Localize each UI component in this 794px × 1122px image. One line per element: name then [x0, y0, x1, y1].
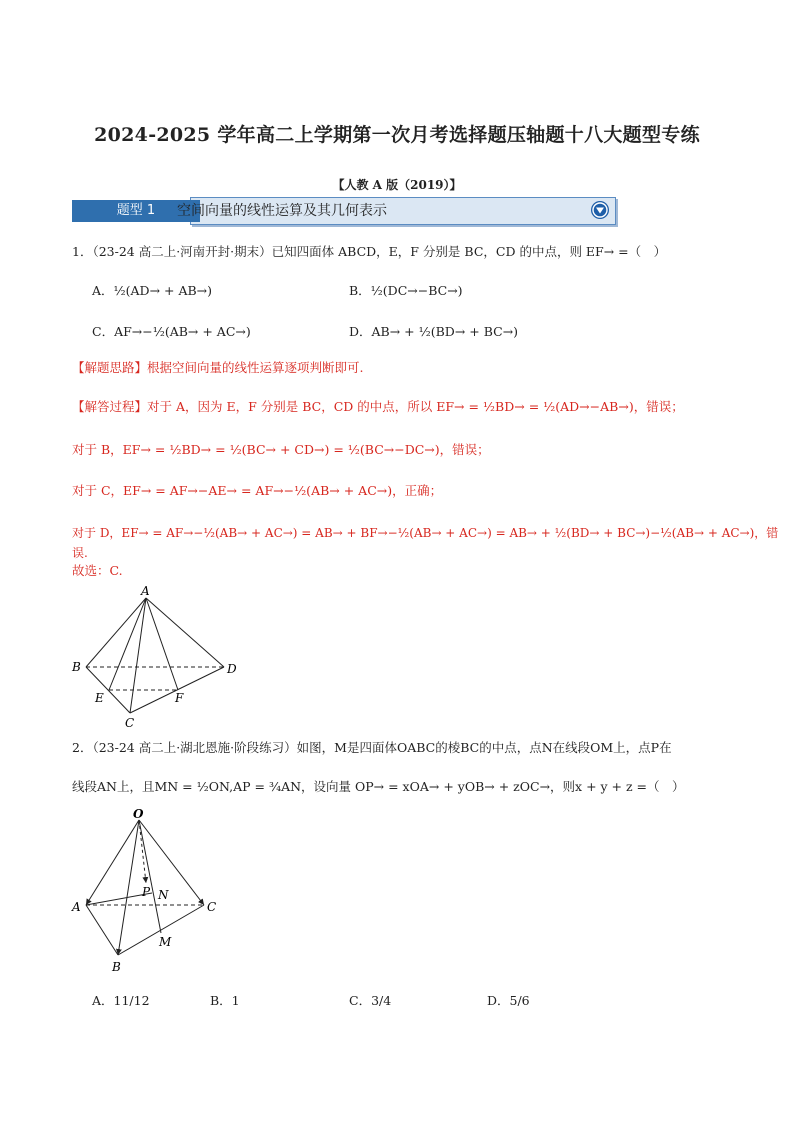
q2-option-b[interactable]: B．1: [210, 993, 240, 1008]
q2-option-d[interactable]: D．5/6: [487, 993, 530, 1008]
fig2-label-o: O: [133, 807, 144, 821]
fig1-label-e: E: [95, 691, 104, 705]
question-1-stem: 1．（23-24 高二上·河南开封·期末）已知四面体 ABCD，E，F 分别是 BC，CD 的中点，则 EF→ =（ ）: [72, 244, 667, 259]
page-subtitle: 【人教 A 版（2019）】: [332, 178, 462, 192]
section-heading: 空间向量的线性运算及其几何表示: [177, 203, 387, 219]
q1-option-c[interactable]: C．AF→−½(AB→ + AC→): [92, 324, 251, 339]
q1-process-line-1: 【解答过程】对于 A，因为 E，F 分别是 BC，CD 的中点，所以 EF→ = ½BD→ = ½(AD→−AB→)，错误；: [72, 399, 684, 414]
q1-option-d[interactable]: D．AB→ + ½(BD→ + BC→): [349, 324, 519, 339]
q1-tetrahedron-figure: [66, 585, 246, 730]
q1-solution-idea: 【解题思路】根据空间向量的线性运算逐项判断即可.: [72, 360, 364, 375]
dropdown-circle-icon[interactable]: [590, 200, 610, 220]
q1-process-line-3: 对于 C，EF→ = AF→−AE→ = AF→−½(AB→ + AC→)，正确；: [72, 483, 443, 498]
fig1-label-d: D: [227, 662, 237, 676]
fig2-label-n: N: [158, 888, 169, 902]
section-banner[interactable]: [72, 197, 614, 225]
fig2-label-c: C: [207, 900, 217, 914]
q1-option-b[interactable]: B．½(DC→−BC→): [349, 283, 463, 298]
q2-option-c[interactable]: C．3/4: [349, 993, 392, 1008]
page-title: 2024-2025 学年高二上学期第一次月考选择题压轴题十八大题型专练: [94, 124, 700, 146]
fig1-label-a: A: [141, 585, 150, 598]
q1-process-line-4: 对于 D，EF→ = AF→−½(AB→ + AC→) = AB→ + BF→−½(AB→ + AC→) = AB→ + ½(BD→ + BC→)−½(AB→ + AC→)，错误.: [72, 526, 779, 560]
section-tag: 题型 1: [72, 200, 200, 222]
fig2-label-m: M: [159, 935, 172, 949]
fig2-label-p: P: [142, 885, 151, 899]
fig2-label-a: A: [72, 900, 81, 914]
q1-option-a[interactable]: A．½(AD→ + AB→): [92, 283, 213, 298]
q2-tetrahedron-figure: [66, 805, 236, 975]
question-2-stem-line-2: 线段AN上，且MN = ½ON,AP = ¾AN，设向量 OP→ = xOA→ + yOB→ + zOC→，则x + y + z =（ ）: [72, 779, 685, 794]
q1-answer: 故选：C.: [72, 563, 123, 578]
q1-process-line-2: 对于 B，EF→ = ½BD→ = ½(BC→ + CD→) = ½(BC→−DC→)，错误；: [72, 442, 490, 457]
question-2-stem-line-1: 2．（23-24 高二上·湖北恩施·阶段练习）如图，M是四面体OABC的棱BC的中点，点N在线段OM上，点P在: [72, 740, 672, 755]
fig1-label-f: F: [175, 691, 184, 705]
fig1-label-c: C: [125, 716, 135, 730]
q2-option-a[interactable]: A．11/12: [92, 993, 150, 1008]
fig1-label-b: B: [72, 660, 81, 674]
fig2-label-b: B: [112, 960, 121, 974]
